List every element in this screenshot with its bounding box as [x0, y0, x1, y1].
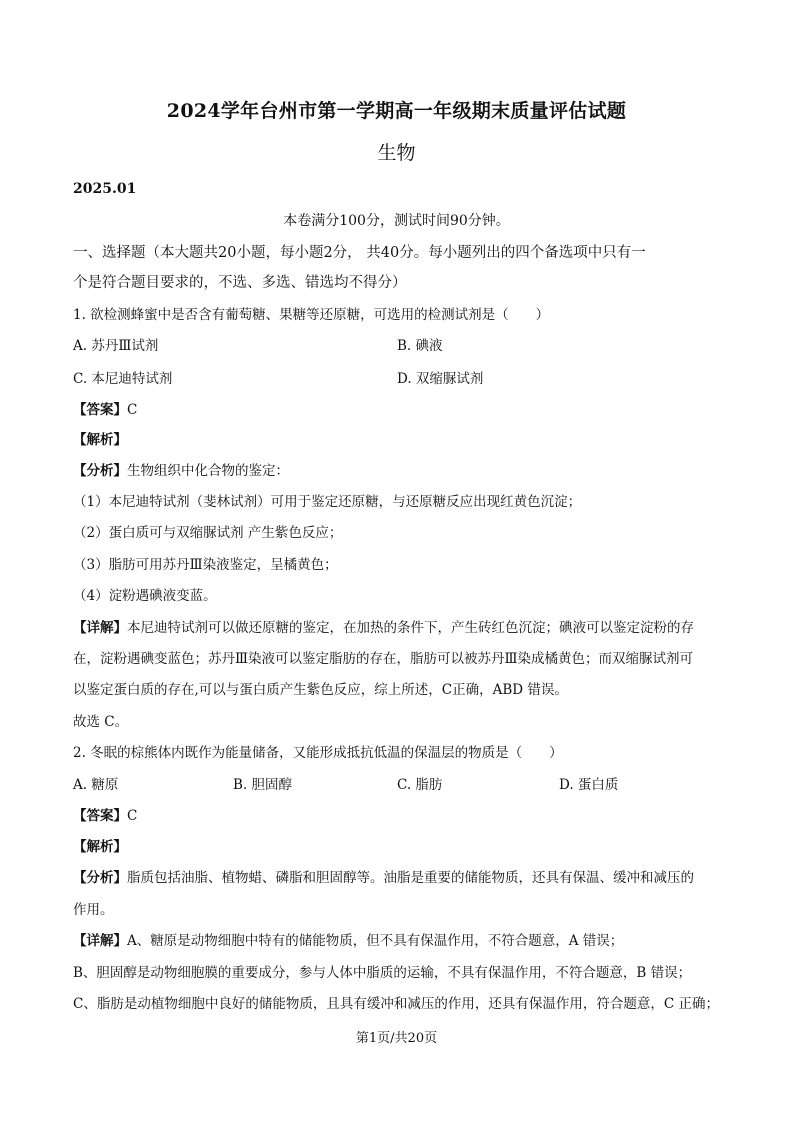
- q2-answer: [73, 804, 137, 824]
- section-heading-line-2: 个是符合题目要求的，不选、多选、错选均不得分）: [73, 275, 407, 291]
- detail-text: 本尼迪特试剂可以做还原糖的鉴定，在加热的条件下，产生砖红色沉淀；碘液可以鉴定淀粉的存: [127, 620, 694, 636]
- answer-tag: 【答案】: [73, 808, 127, 824]
- q1-stem: 1. 欲检测蜂蜜中是否含有葡萄糖、果糖等还原糖，可选用的检测试剂是（ ）: [73, 307, 550, 323]
- q1-conclusion: 故选 C。: [73, 714, 129, 730]
- q2-detail-line-1: [73, 929, 623, 949]
- fenxi-text: 脂质包括油脂、植物蜡、磷脂和胆固醇等。油脂是重要的储能物质，还具有保温、缓冲和减压的: [127, 870, 694, 886]
- exam-note: 本卷满分100分，测试时间90分钟。: [283, 213, 510, 229]
- q2-option-b: B. 胆固醇: [233, 777, 293, 793]
- q1-option-c: C. 本尼迪特试剂: [73, 371, 173, 387]
- q2-fenxi-line-2: 作用。: [73, 902, 114, 918]
- exam-date: 2025.01: [73, 181, 137, 197]
- detail-text: A、糖原是动物细胞中特有的储能物质，但不具有保温作用，不符合题意，A 错误；: [127, 933, 624, 949]
- q1-point-1: （1）本尼迪特试剂（斐林试剂）可用于鉴定还原糖，与还原糖反应出现红黄色沉淀；: [73, 494, 582, 510]
- answer-value: C: [127, 808, 138, 824]
- exam-title: 2024学年台州市第一学期高一年级期末质量评估试题: [166, 100, 627, 122]
- q1-point-3: （3）脂肪可用苏丹Ⅲ染液鉴定，呈橘黄色；: [73, 557, 338, 573]
- q1-option-a: A. 苏丹Ⅲ试剂: [73, 338, 159, 354]
- page-footer: 第1页/共20页: [355, 1031, 438, 1046]
- q1-detail-line-2: 在，淀粉遇碘变蓝色；苏丹Ⅲ染液可以鉴定脂肪的存在，脂肪可以被苏丹Ⅲ染成橘黄色；而双缩脲试剂可: [73, 651, 694, 667]
- q1-detail-line-3: 以鉴定蛋白质的存在,可以与蛋白质产生紫色反应，综上所述，C正确，ABD 错误。: [73, 682, 568, 698]
- q1-analysis-tag: 【解析】: [73, 432, 127, 448]
- q2-detail-line-2: B、胆固醇是动物细胞膜的重要成分，参与人体中脂质的运输，不具有保温作用，不符合题意，B 错误；: [73, 965, 692, 981]
- q1-fenxi: [73, 459, 289, 479]
- fenxi-tag: 【分析】: [73, 870, 127, 886]
- q1-option-b: B. 碘液: [397, 338, 443, 354]
- q1-answer: [73, 398, 137, 418]
- q2-detail-line-3: C、脂肪是动植物细胞中良好的储能物质，且具有缓冲和减压的作用，还具有保温作用，符合题意，C 正确；: [73, 996, 719, 1012]
- subject-title: 生物: [377, 142, 416, 164]
- section-heading-line-1: 一、选择题（本大题共20小题，每小题2分， 共40分。每小题列出的四个备选项中只有一: [73, 245, 646, 261]
- answer-value: C: [127, 402, 138, 418]
- detail-tag: 【详解】: [73, 620, 127, 636]
- q1-point-2: （2）蛋白质可与双缩脲试剂 产生紫色反应；: [73, 525, 343, 541]
- q1-option-d: D. 双缩脲试剂: [397, 371, 484, 387]
- q1-point-4: （4）淀粉遇碘液变蓝。: [73, 588, 217, 604]
- q2-analysis-tag: 【解析】: [73, 839, 127, 855]
- q2-option-c: C. 脂肪: [397, 777, 443, 793]
- q1-detail-line-1: [73, 616, 694, 636]
- answer-tag: 【答案】: [73, 402, 127, 418]
- detail-tag: 【详解】: [73, 933, 127, 949]
- q2-fenxi-line-1: [73, 866, 694, 886]
- q2-option-d: D. 蛋白质: [559, 777, 619, 793]
- q2-option-a: A. 糖原: [73, 777, 119, 793]
- fenxi-text: 生物组织中化合物的鉴定：: [127, 463, 289, 479]
- fenxi-tag: 【分析】: [73, 463, 127, 479]
- q2-stem: 2. 冬眠的棕熊体内既作为能量储备，又能形成抵抗低温的保温层的物质是（ ）: [73, 745, 563, 761]
